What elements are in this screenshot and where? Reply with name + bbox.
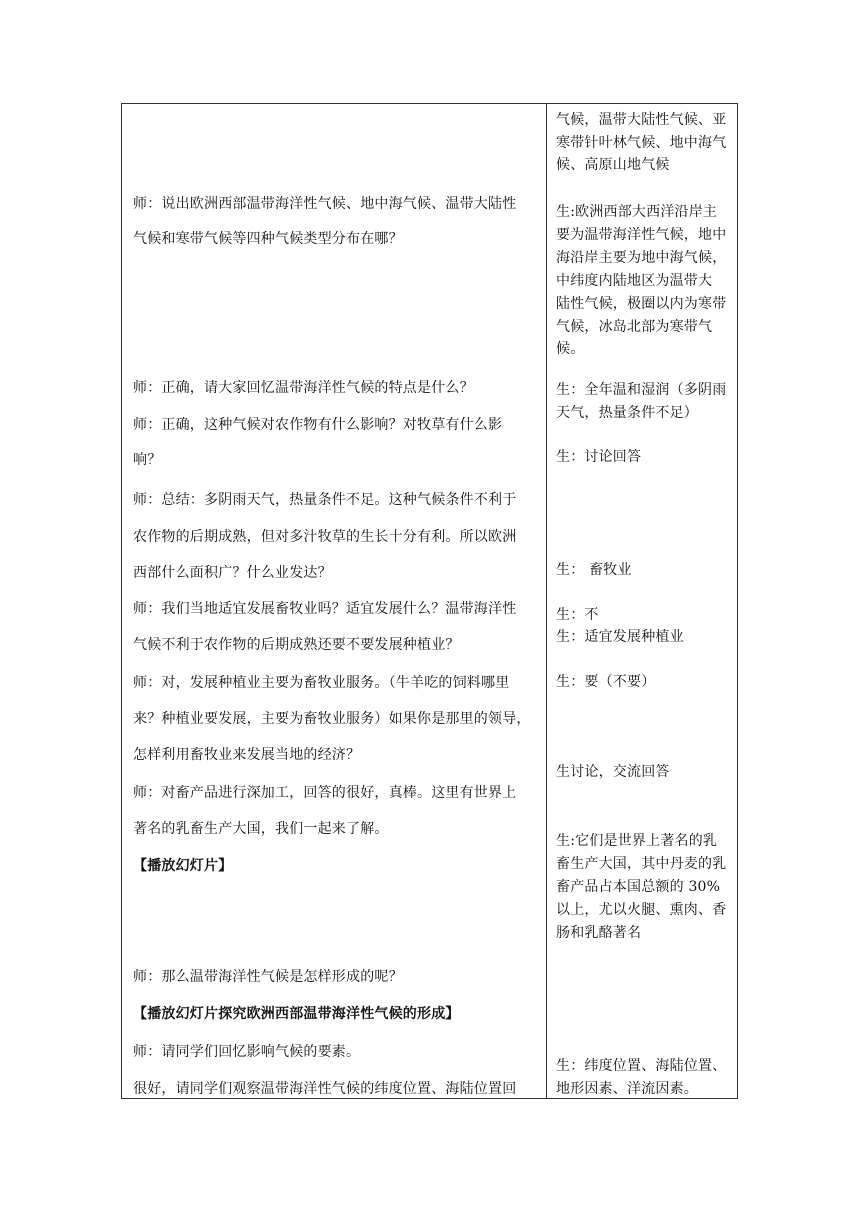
- student-line: 生： 畜牧业: [556, 562, 632, 578]
- student-line: 生：讨论回答: [556, 449, 642, 465]
- teacher-line: 师：总结：多阴雨天气，热量条件不足。这种气候条件不利于: [133, 492, 517, 508]
- teacher-line: 气候不利于农作物的后期成熟还要不要发展种植业？: [133, 637, 460, 653]
- student-line: 畜产品占本国总额的 30%: [556, 879, 721, 895]
- student-line: 天气，热量条件不足）: [556, 405, 698, 421]
- teacher-line: 师：请同学们回忆影响气候的要素。: [133, 1044, 361, 1060]
- student-line: 气候，温带大陆性气候、亚: [556, 112, 727, 128]
- student-line: 候。: [556, 341, 585, 357]
- student-line: 畜生产大国，其中丹麦的乳: [556, 856, 727, 872]
- teacher-line: 气候和寒带气候等四种气候类型分布在哪？: [133, 231, 403, 247]
- student-line: 候、高原山地气候: [556, 157, 670, 173]
- student-line: 生讨论，交流回答: [556, 764, 670, 780]
- teacher-line: 师：正确，请大家回忆温带海洋性气候的特点是什么？: [133, 380, 474, 396]
- student-line: 地形因素、洋流因素。: [556, 1081, 698, 1097]
- teacher-line: 很好，请同学们观察温带海洋性气候的纬度位置、海陆位置回: [133, 1081, 517, 1097]
- column-divider: [546, 103, 547, 1099]
- teacher-line: 著名的乳畜生产大国，我们一起来了解。: [133, 821, 389, 837]
- teacher-line: 师：正确，这种气候对农作物有什么影响？对牧草有什么影: [133, 417, 503, 433]
- student-line: 生：不: [556, 607, 599, 623]
- student-line: 生:欧洲西部大西洋沿岸主: [556, 204, 718, 220]
- teacher-line: 师：那么温带海洋性气候是怎样形成的呢？: [133, 969, 403, 985]
- student-line: 生：要（不要）: [556, 674, 656, 690]
- teacher-line: 来？种植业要发展，主要为畜牧业服务）如果你是那里的领导，: [133, 711, 531, 727]
- student-line: 生：全年温和湿润（多阴雨: [556, 382, 727, 398]
- student-line: 肠和乳酪著名: [556, 925, 642, 941]
- teacher-line: 响？: [133, 452, 162, 468]
- student-line: 生：适宜发展种植业: [556, 629, 684, 645]
- teacher-line: 师：对畜产品进行深加工，回答的很好，真棒。这里有世界上: [133, 785, 517, 801]
- teacher-line: 怎样利用畜牧业来发展当地的经济？: [133, 747, 361, 763]
- student-line: 陆性气候，极圈以内为寒带: [556, 296, 727, 312]
- student-line: 海沿岸主要为地中海气候，: [556, 250, 727, 266]
- student-line: 生:它们是世界上著名的乳: [556, 833, 718, 849]
- teacher-line: 【播放幻灯片】: [133, 858, 233, 874]
- student-line: 生：纬度位置、海陆位置、: [556, 1058, 727, 1074]
- student-line: 要为温带海洋性气候，地中: [556, 227, 727, 243]
- teacher-line: 【播放幻灯片探究欧洲西部温带海洋性气候的形成】: [133, 1006, 460, 1022]
- teacher-line: 西部什么面积广？什么业发达？: [133, 565, 332, 581]
- teacher-line: 农作物的后期成熟，但对多汁牧草的生长十分有利。所以欧洲: [133, 529, 517, 545]
- student-line: 寒带针叶林气候、地中海气: [556, 135, 727, 151]
- teacher-line: 师：对，发展种植业主要为畜牧业服务。（牛羊吃的饲料哪里: [133, 675, 510, 691]
- student-line: 以上，尤以火腿、熏肉、香: [556, 902, 727, 918]
- teacher-line: 师：我们当地适宜发展畜牧业吗？适宜发展什么？温带海洋性: [133, 601, 517, 617]
- teacher-line: 师：说出欧洲西部温带海洋性气候、地中海气候、温带大陆性: [133, 196, 517, 212]
- student-line: 中纬度内陆地区为温带大: [556, 273, 713, 289]
- student-line: 气候，冰岛北部为寒带气: [556, 319, 713, 335]
